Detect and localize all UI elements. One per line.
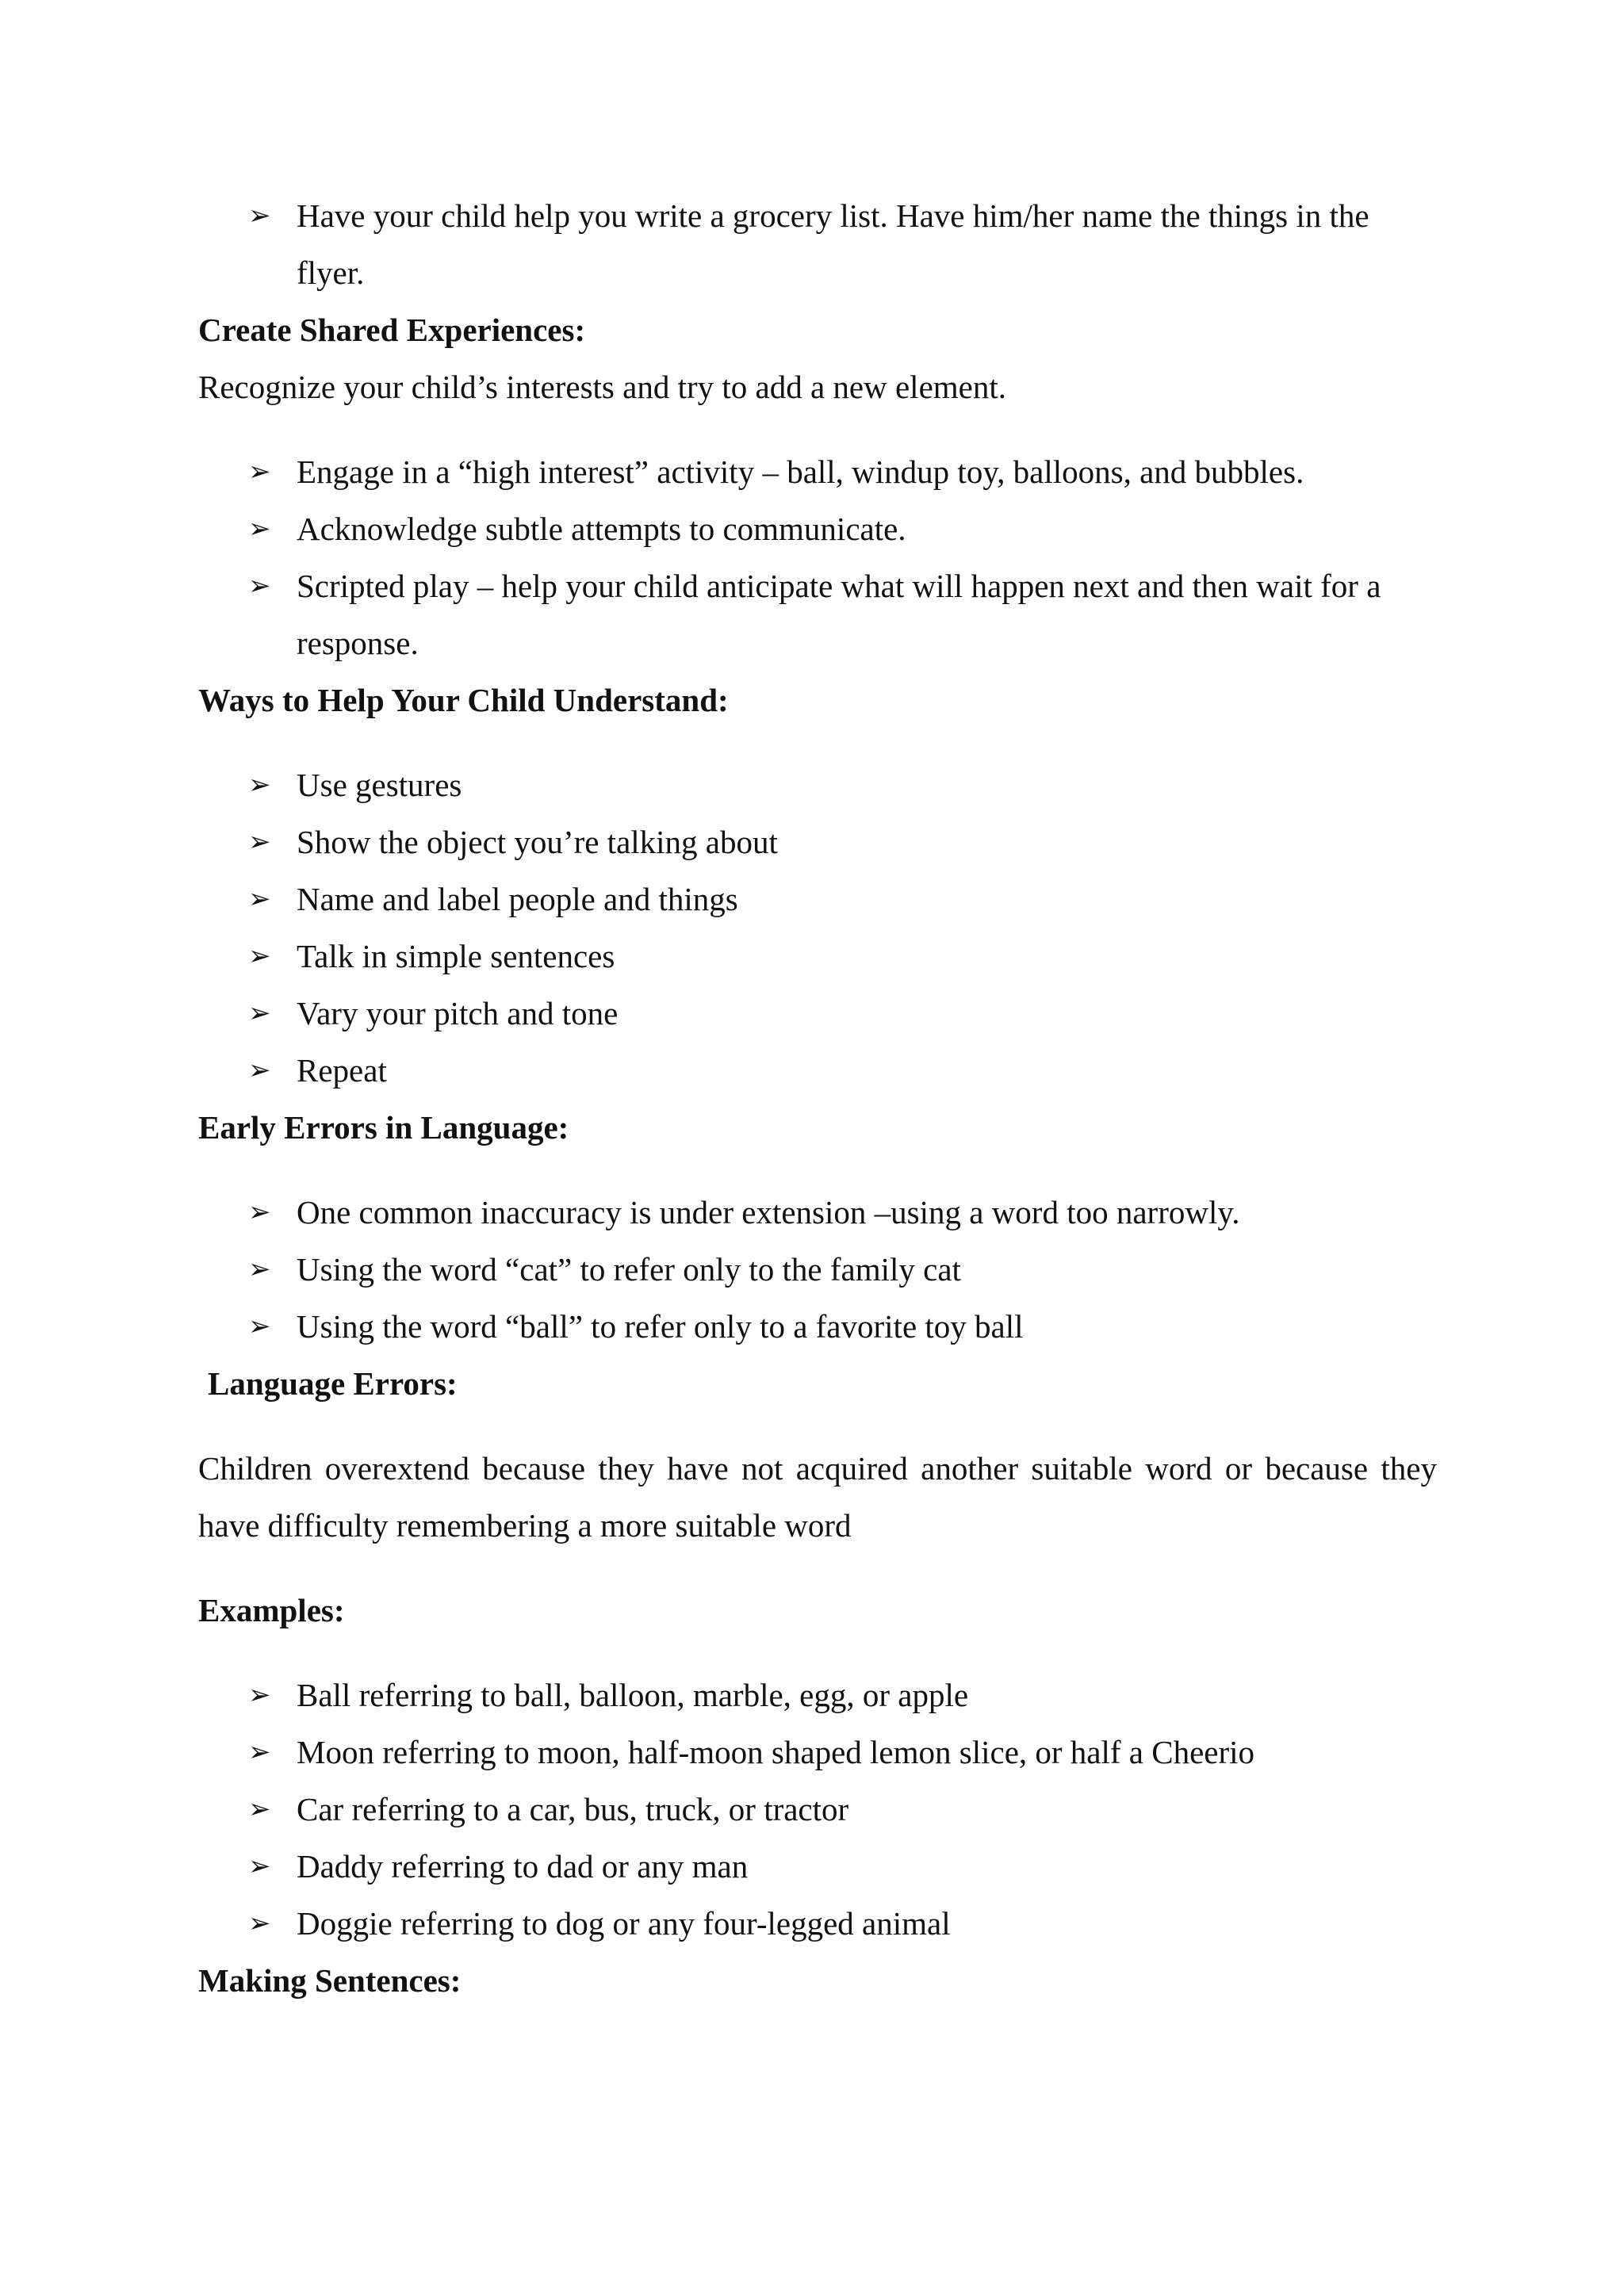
intro-bullet-list — [198, 187, 1437, 301]
arrow-bullet-icon: ➢ — [248, 1908, 271, 1939]
early-errors-bullet-list — [198, 1184, 1437, 1355]
arrow-bullet-icon: ➢ — [248, 513, 271, 545]
list-item — [198, 1241, 1437, 1298]
list-item — [198, 1724, 1437, 1781]
section-heading-shared-experiences: Create Shared Experiences: — [198, 312, 586, 348]
arrow-bullet-icon: ➢ — [248, 826, 271, 858]
list-item — [198, 1895, 1437, 1952]
arrow-bullet-icon: ➢ — [248, 1850, 271, 1882]
bullet-text: Use gestures — [297, 767, 462, 803]
section-heading-examples: Examples: — [198, 1592, 345, 1628]
section-heading-understand: Ways to Help Your Child Understand: — [198, 682, 729, 718]
bullet-text: Scripted play – help your child anticipate what will happen next and then wait for a response. — [297, 568, 1381, 661]
list-item — [198, 813, 1437, 871]
bullet-text: Doggie referring to dog or any four-legged animal — [297, 1905, 951, 1942]
list-item — [198, 1667, 1437, 1724]
list-item — [198, 1184, 1437, 1241]
section-text-shared-experiences: Recognize your child’s interests and try to add a new element. — [198, 369, 1006, 405]
arrow-bullet-icon: ➢ — [248, 456, 271, 488]
list-item — [198, 443, 1437, 500]
bullet-text: Engage in a “high interest” activity – ball, windup toy, balloons, and bubbles. — [297, 453, 1304, 490]
section-heading-language-errors: Language Errors: — [208, 1365, 458, 1402]
arrow-bullet-icon: ➢ — [248, 769, 271, 801]
arrow-bullet-icon: ➢ — [248, 997, 271, 1029]
understand-bullet-list — [198, 756, 1437, 1099]
list-item — [198, 187, 1437, 301]
bullet-text: Acknowledge subtle attempts to communicate. — [297, 511, 906, 547]
section-heading-early-errors: Early Errors in Language: — [198, 1109, 569, 1146]
arrow-bullet-icon: ➢ — [248, 570, 271, 602]
list-item — [198, 557, 1437, 672]
list-item — [198, 500, 1437, 557]
arrow-bullet-icon: ➢ — [248, 883, 271, 915]
arrow-bullet-icon: ➢ — [248, 1196, 271, 1228]
bullet-text: Ball referring to ball, balloon, marble, egg, or apple — [297, 1677, 969, 1713]
bullet-text: Vary your pitch and tone — [297, 995, 619, 1031]
arrow-bullet-icon: ➢ — [248, 1679, 271, 1711]
arrow-bullet-icon: ➢ — [248, 1054, 271, 1086]
list-item — [198, 928, 1437, 985]
bullet-text: Moon referring to moon, half-moon shaped lemon slice, or half a Cheerio — [297, 1734, 1255, 1770]
list-item — [198, 1781, 1437, 1838]
bullet-text: Car referring to a car, bus, truck, or tractor — [297, 1791, 849, 1827]
list-item — [198, 985, 1437, 1042]
bullet-text: Daddy referring to dad or any man — [297, 1848, 749, 1885]
list-item — [198, 1042, 1437, 1099]
section-text-language-errors: Children overextend because they have not acquired another suitable word or because they have difficulty remembering a more suitable word — [198, 1450, 1437, 1544]
bullet-text: Using the word “cat” to refer only to the family cat — [297, 1251, 961, 1288]
arrow-bullet-icon: ➢ — [248, 940, 271, 972]
arrow-bullet-icon: ➢ — [248, 1736, 271, 1768]
bullet-text: Show the object you’re talking about — [297, 824, 778, 860]
arrow-bullet-icon: ➢ — [248, 1793, 271, 1825]
bullet-text: Talk in simple sentences — [297, 938, 615, 974]
list-item — [198, 1838, 1437, 1895]
bullet-text: Using the word “ball” to refer only to a favorite toy ball — [297, 1308, 1024, 1345]
arrow-bullet-icon: ➢ — [248, 1311, 271, 1342]
list-item — [198, 756, 1437, 813]
arrow-bullet-icon: ➢ — [248, 1253, 271, 1285]
list-item — [198, 871, 1437, 928]
bullet-text: Have your child help you write a grocery list. Have him/her name the things in the flyer. — [297, 197, 1369, 291]
section-heading-making-sentences: Making Sentences: — [198, 1962, 462, 1999]
arrow-bullet-icon: ➢ — [248, 200, 271, 232]
list-item — [198, 1298, 1437, 1355]
bullet-text: Name and label people and things — [297, 881, 738, 917]
bullet-text: One common inaccuracy is under extension –using a word too narrowly. — [297, 1194, 1240, 1230]
bullet-text: Repeat — [297, 1052, 387, 1089]
shared-experiences-bullet-list — [198, 443, 1437, 672]
page-content — [198, 187, 1437, 2009]
examples-bullet-list — [198, 1667, 1437, 1952]
